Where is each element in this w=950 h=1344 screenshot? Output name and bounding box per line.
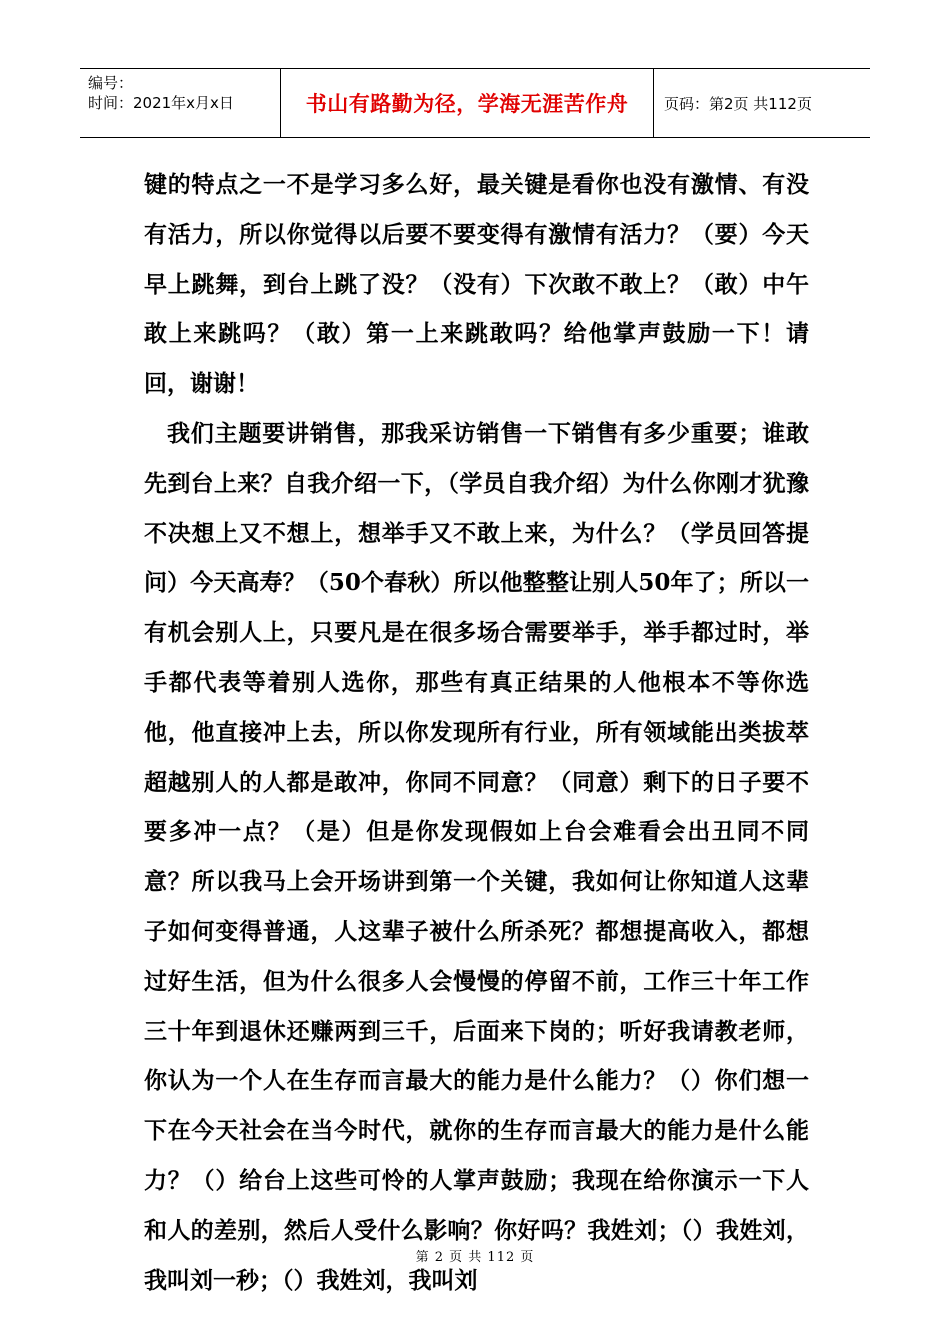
- page-footer: 第 2 页 共 112 页: [415, 1250, 535, 1265]
- page-header: [80, 68, 870, 138]
- number-label: 编号：: [88, 74, 134, 92]
- time-label: 时间：2021年x月x日: [88, 94, 234, 112]
- paragraph: 键的特点之一不是学习多么好，最关键是看你也没有激情、有没有活力，所以你觉得以后要不要变得有激情有活力？（要）今天早上跳舞，到台上跳了没？（没有）下次敢不敢上？（敢）中午敢上来跳吗？（敢）第一上来跳敢吗？给他掌声鼓励一下！请回，谢谢！: [144, 171, 809, 398]
- document-body: [144, 160, 809, 1305]
- header-page-info: 页码：第2页 共112页: [664, 94, 812, 113]
- header-motto: 书山有路勤为径，学海无涯苦作舟: [281, 69, 654, 137]
- paragraph: 我们主题要讲销售，那我采访销售一下销售有多少重要；谁敢先到台上来？自我介绍一下，（学员自我介绍）为什么你刚才犹豫不决想上又不想上，想举手又不敢上来，为什么？（学员回答提问）今天高寿？（50个春秋）所以他整整让别人50年了；所以一有机会别人上，只要凡是在很多场合需要举手，举手都过时，举手都代表等着别人选你，那些有真正结果的人他根本不等你选他，他直接冲上去，所以你发现所有行业，所有领域能出类拔萃超越别人的人都是敢冲，你同不同意？（同意）剩下的日子要不要多冲一点？（是）但是你发现假如上台会难看会出丑同不同意？所以我马上会开场讲到第一个关键，我如何让你知道人这辈子如何变得普通，人这辈子被什么所杀死？都想提高收入，都想过好生活，但为什么很多人会慢慢的停留不前，工作三十年工作三十年到退休还赚两到三千，后面来下岗的；听好我请教老师，你认为一个人在生存而言最大的能力是什么能力？（）你们想一下在今天社会在当今时代，就你的生存而言最大的能力是什么能力？（）给台上这些可怜的人掌声鼓励；我现在给你演示一下人和人的差别，然后人受什么影响？你好吗？我姓刘；（）我姓刘，我叫刘一秒；（）我姓刘，我叫刘: [144, 419, 809, 1294]
- header-meta: [80, 69, 281, 137]
